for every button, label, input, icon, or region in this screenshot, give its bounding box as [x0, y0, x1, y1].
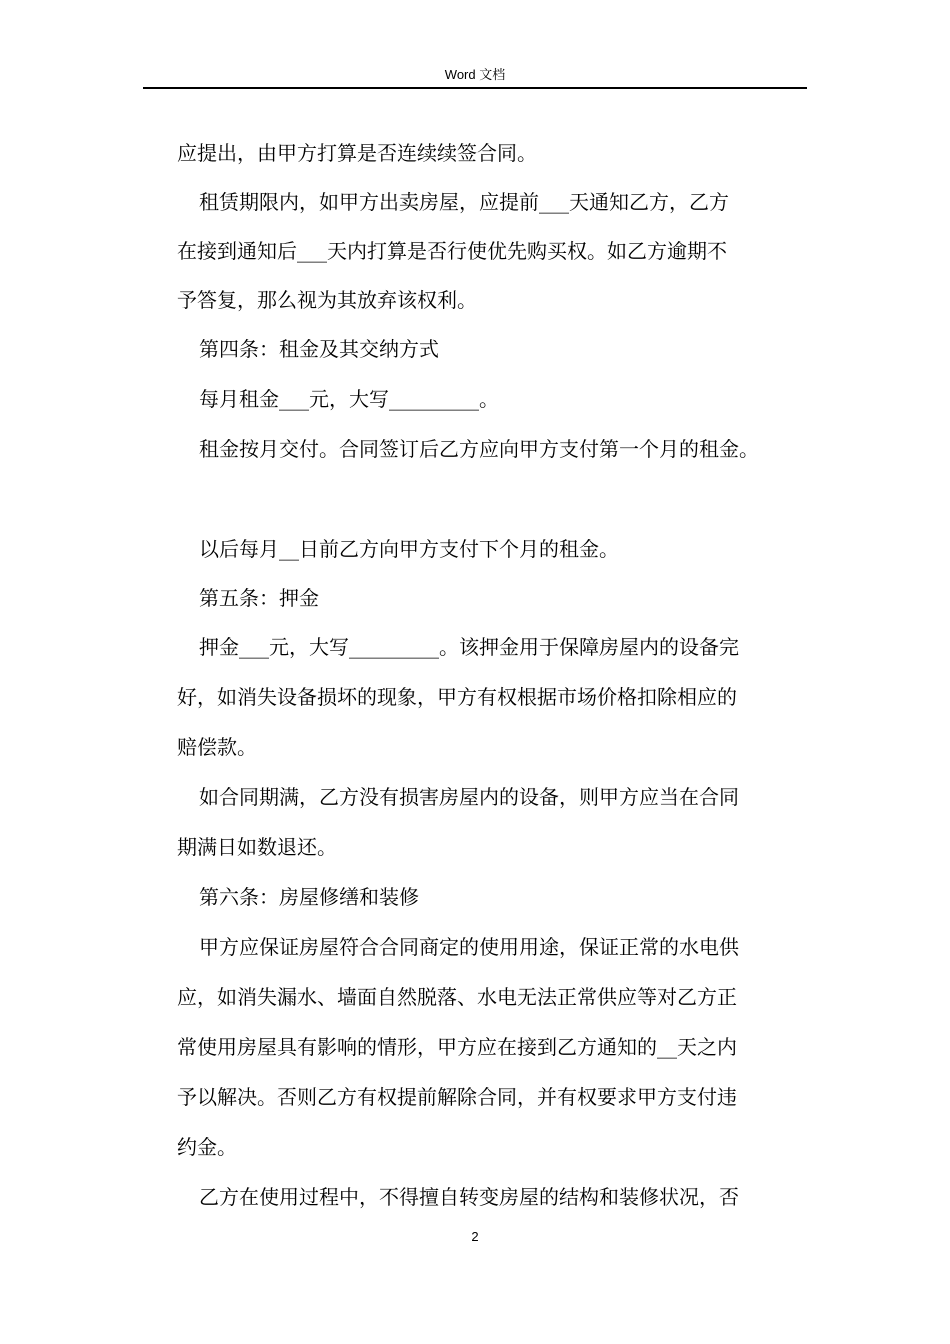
- text-line: 常使用房屋具有影响的情形，甲方应在接到乙方通知的__天之内: [177, 1035, 737, 1059]
- header-title: Word 文档: [444, 67, 506, 82]
- text-line: 如合同期满，乙方没有损害房屋内的设备，则甲方应当在合同: [199, 785, 739, 809]
- text-line: 租赁期限内，如甲方出卖房屋，应提前___天通知乙方，乙方: [199, 190, 729, 214]
- text-line: 甲方应保证房屋符合合同商定的使用用途，保证正常的水电供: [199, 935, 739, 959]
- text-line: 租金按月交付。合同签订后乙方应向甲方支付第一个月的租金。: [199, 437, 759, 461]
- text-line: 以后每月__日前乙方向甲方支付下个月的租金。: [199, 537, 619, 561]
- text-line: 每月租金___元，大写_________。: [199, 387, 499, 411]
- section-heading: 第五条：押金: [199, 586, 319, 610]
- text-line: 应，如消失漏水、墙面自然脱落、水电无法正常供应等对乙方正: [177, 985, 737, 1009]
- text-line: 约金。: [177, 1135, 237, 1159]
- text-line: 押金___元，大写_________。该押金用于保障房屋内的设备完: [199, 635, 739, 659]
- text-line: 赔偿款。: [177, 735, 257, 759]
- page-number: [0, 1228, 950, 1246]
- section-heading: 第六条：房屋修缮和装修: [199, 885, 419, 909]
- text-line: 予答复，那么视为其放弃该权利。: [177, 288, 477, 312]
- text-line: 予以解决。否则乙方有权提前解除合同，并有权要求甲方支付违: [177, 1085, 737, 1109]
- text-line: 在接到通知后___天内打算是否行使优先购买权。如乙方逾期不: [177, 239, 727, 263]
- text-line: 乙方在使用过程中，不得擅自转变房屋的结构和装修状况，否: [199, 1185, 739, 1209]
- section-heading: 第四条：租金及其交纳方式: [199, 337, 439, 361]
- header-divider: [143, 87, 807, 89]
- page-number-label: 2: [471, 1229, 479, 1244]
- text-line: 期满日如数退还。: [177, 835, 337, 859]
- text-line: 应提出，由甲方打算是否连续续签合同。: [177, 141, 537, 165]
- text-line: 好，如消失设备损坏的现象，甲方有权根据市场价格扣除相应的: [177, 685, 737, 709]
- page-header: [0, 66, 950, 84]
